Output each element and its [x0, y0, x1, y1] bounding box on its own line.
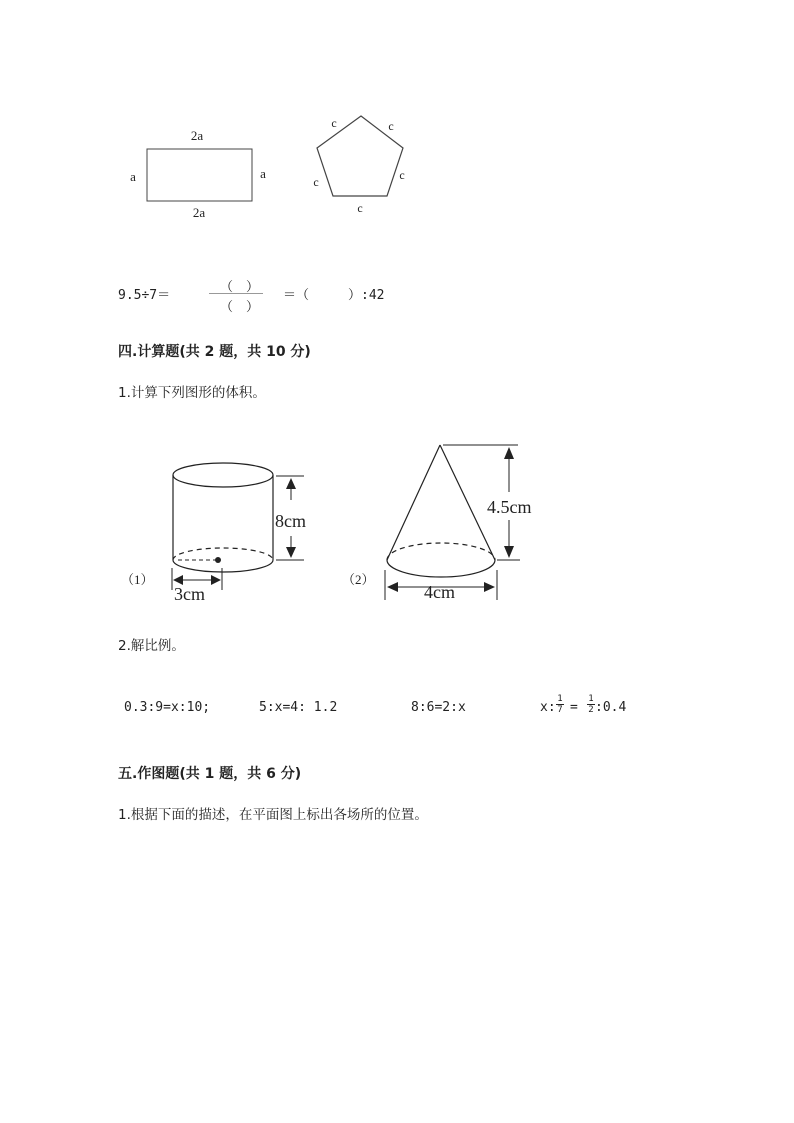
rect-top-label: 2a [190, 128, 204, 143]
equation-left: 9.5÷7＝ [118, 288, 171, 303]
cone-figure [385, 445, 520, 600]
cone-height-label: 4.5cm [487, 497, 532, 517]
top-figures [0, 0, 794, 260]
rect-right-label: a [260, 166, 266, 181]
eq4-equals: = [570, 700, 578, 715]
fraction-numerator: （ ） [220, 280, 260, 295]
pentagon-side-label: c [388, 119, 394, 133]
solids-figure [0, 430, 794, 610]
eq4-f1-denominator: 7 [557, 705, 563, 715]
cylinder-number-label: （1） [121, 572, 154, 587]
equation-right: ＝（ ）:42 [283, 288, 385, 303]
rect-bottom-label: 2a [192, 205, 206, 220]
eq4-fraction-2 [587, 695, 595, 714]
proportion-equation-1: 0.3:9=x:10; [124, 700, 211, 715]
proportion-equation-2: 5:x=4: 1.2 [259, 700, 338, 715]
section4-question2: 2.解比例。 [118, 638, 185, 654]
pentagon-side-label: c [399, 168, 405, 182]
cone-diameter-label: 4cm [424, 582, 455, 602]
cone-number-label: （2） [342, 572, 375, 587]
fraction-denominator: （ ） [220, 300, 260, 315]
eq4-f1-numerator: 1 [557, 694, 563, 704]
eq4-f2-denominator: 2 [588, 705, 594, 715]
section4-heading: 四.计算题(共 2 题，共 10 分) [118, 344, 311, 360]
rect-left-label: a [130, 169, 136, 184]
proportion-equation-3: 8:6=2:x [411, 700, 466, 715]
section4-question1: 1.计算下列图形的体积。 [118, 385, 266, 401]
rectangle-shape [147, 149, 252, 201]
eq4-part-a: x: [540, 700, 556, 715]
eq4-fraction-1 [556, 695, 564, 714]
section5-heading: 五.作图题(共 1 题，共 6 分) [118, 766, 302, 782]
pentagon-side-label: c [357, 201, 363, 215]
cylinder-radius-label: 3cm [174, 584, 205, 604]
eq4-f2-numerator: 1 [588, 694, 594, 704]
pentagon-side-label: c [313, 175, 319, 189]
pentagon-side-label: c [331, 116, 337, 130]
fraction-bar [209, 293, 263, 294]
cylinder-height-label: 8cm [275, 511, 306, 531]
eq4-part-b: :0.4 [595, 700, 627, 715]
proportion-equation-4 [540, 694, 640, 720]
section5-question1: 1.根据下面的描述，在平面图上标出各场所的位置。 [118, 807, 428, 823]
